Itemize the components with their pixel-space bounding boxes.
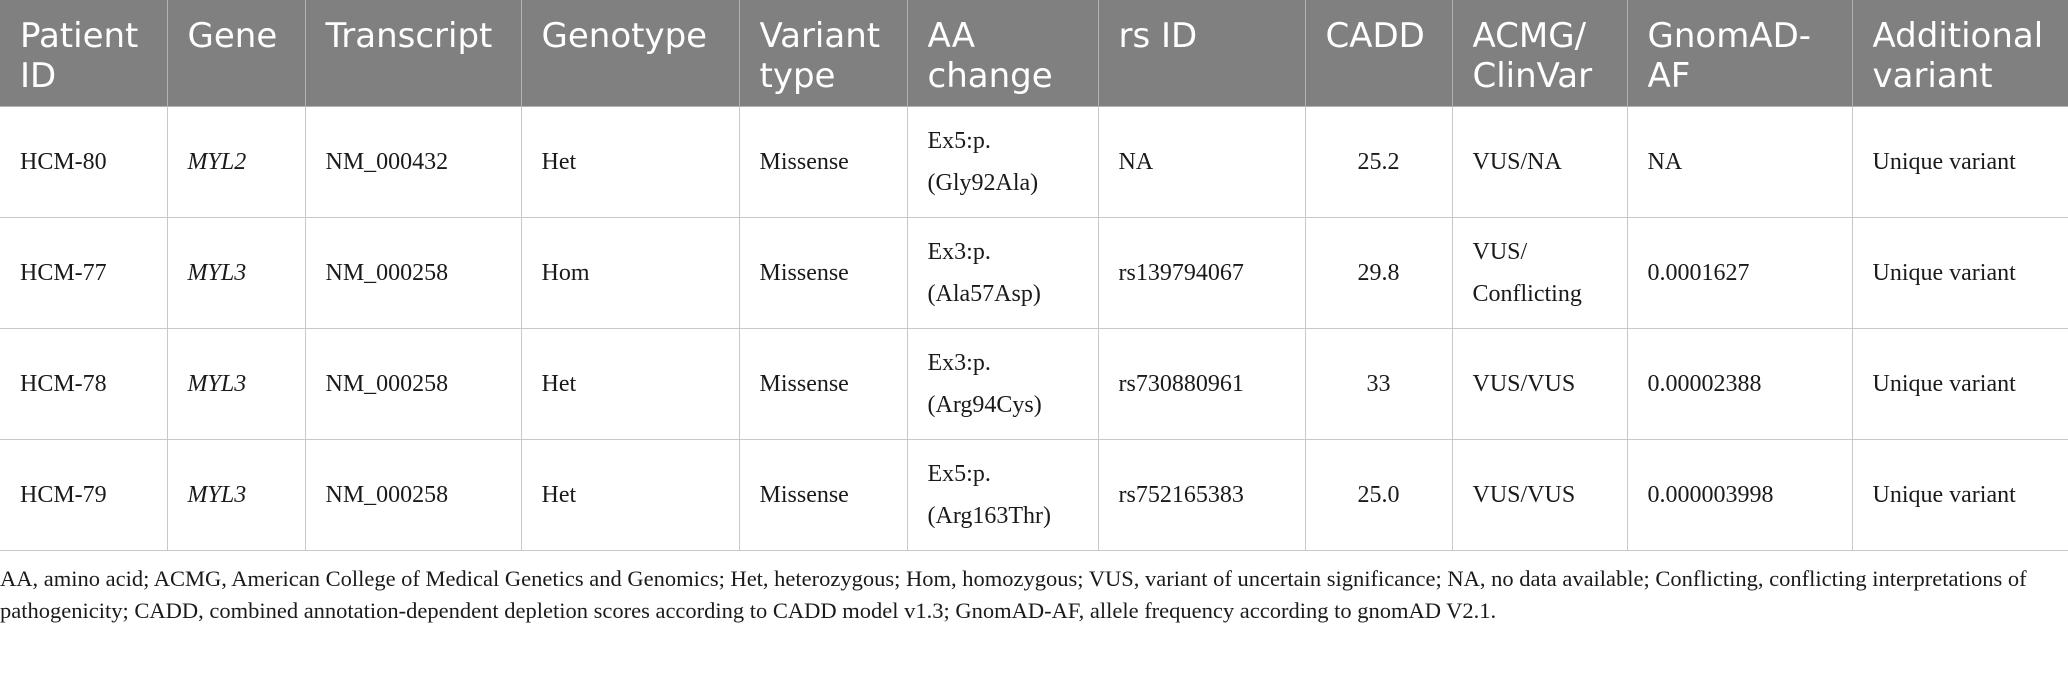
cell-variant-type: Missense [739, 107, 907, 218]
cell-aa-change: Ex3:p.(Ala57Asp) [907, 218, 1098, 329]
cell-patient-id: HCM-80 [0, 107, 167, 218]
table-row [0, 107, 2068, 218]
header-genotype: Genotype [521, 0, 739, 107]
cell-rs-id: rs752165383 [1098, 440, 1305, 551]
cell-variant-type: Missense [739, 440, 907, 551]
cell-rs-id: NA [1098, 107, 1305, 218]
cell-patient-id: HCM-78 [0, 329, 167, 440]
cell-gnomad-af: 0.0001627 [1627, 218, 1852, 329]
cell-transcript: NM_000258 [305, 218, 521, 329]
cell-genotype: Het [521, 329, 739, 440]
cell-acmg-clinvar: VUS/VUS [1452, 440, 1627, 551]
cell-genotype: Hom [521, 218, 739, 329]
cell-variant-type: Missense [739, 218, 907, 329]
cell-patient-id: HCM-79 [0, 440, 167, 551]
cell-additional-variant: Unique variant [1852, 440, 2068, 551]
cell-cadd: 29.8 [1305, 218, 1452, 329]
cell-rs-id: rs730880961 [1098, 329, 1305, 440]
cell-additional-variant: Unique variant [1852, 107, 2068, 218]
cell-gnomad-af: 0.000003998 [1627, 440, 1852, 551]
cell-additional-variant: Unique variant [1852, 218, 2068, 329]
table-row [0, 329, 2068, 440]
header-additional-variant: Additional variant [1852, 0, 2068, 107]
header-cadd: CADD [1305, 0, 1452, 107]
table-footnote: AA, amino acid; ACMG, American College of Medical Genetics and Genomics; Het, heterozygous; Hom, homozygous; VUS, variant of uncertain significance; NA, no data available; Conflicting, conflicting interpretations of pathogenicity; CADD, combined annotation-dependent depletion scores according to CADD model v1.3; GnomAD-AF, allele frequency according to gnomAD V2.1. [0, 566, 2027, 623]
cell-gene: MYL2 [167, 107, 305, 218]
cell-cadd: 33 [1305, 329, 1452, 440]
cell-gene: MYL3 [167, 218, 305, 329]
cell-gene: MYL3 [167, 329, 305, 440]
cell-acmg-clinvar: VUS/ Conflicting [1452, 218, 1627, 329]
cell-cadd: 25.2 [1305, 107, 1452, 218]
cell-transcript: NM_000258 [305, 329, 521, 440]
header-aa-change: AA change [907, 0, 1098, 107]
header-rs-id: rs ID [1098, 0, 1305, 107]
table-row [0, 218, 2068, 329]
cell-gene: MYL3 [167, 440, 305, 551]
cell-aa-change: Ex3:p.(Arg94Cys) [907, 329, 1098, 440]
cell-transcript: NM_000432 [305, 107, 521, 218]
cell-genotype: Het [521, 440, 739, 551]
header-patient-id: Patient ID [0, 0, 167, 107]
cell-transcript: NM_000258 [305, 440, 521, 551]
header-gene: Gene [167, 0, 305, 107]
cell-gnomad-af: 0.00002388 [1627, 329, 1852, 440]
cell-acmg-clinvar: VUS/NA [1452, 107, 1627, 218]
header-gnomad-af: GnomAD- AF [1627, 0, 1852, 107]
cell-aa-change: Ex5:p.(Gly92Ala) [907, 107, 1098, 218]
header-row [0, 0, 2068, 107]
cell-rs-id: rs139794067 [1098, 218, 1305, 329]
cell-cadd: 25.0 [1305, 440, 1452, 551]
cell-variant-type: Missense [739, 329, 907, 440]
cell-acmg-clinvar: VUS/VUS [1452, 329, 1627, 440]
cell-genotype: Het [521, 107, 739, 218]
cell-patient-id: HCM-77 [0, 218, 167, 329]
cell-aa-change: Ex5:p.(Arg163Thr) [907, 440, 1098, 551]
header-transcript: Transcript [305, 0, 521, 107]
header-acmg-clinvar: ACMG/ ClinVar [1452, 0, 1627, 107]
header-variant-type: Variant type [739, 0, 907, 107]
table-row [0, 440, 2068, 551]
cell-gnomad-af: NA [1627, 107, 1852, 218]
cell-additional-variant: Unique variant [1852, 329, 2068, 440]
